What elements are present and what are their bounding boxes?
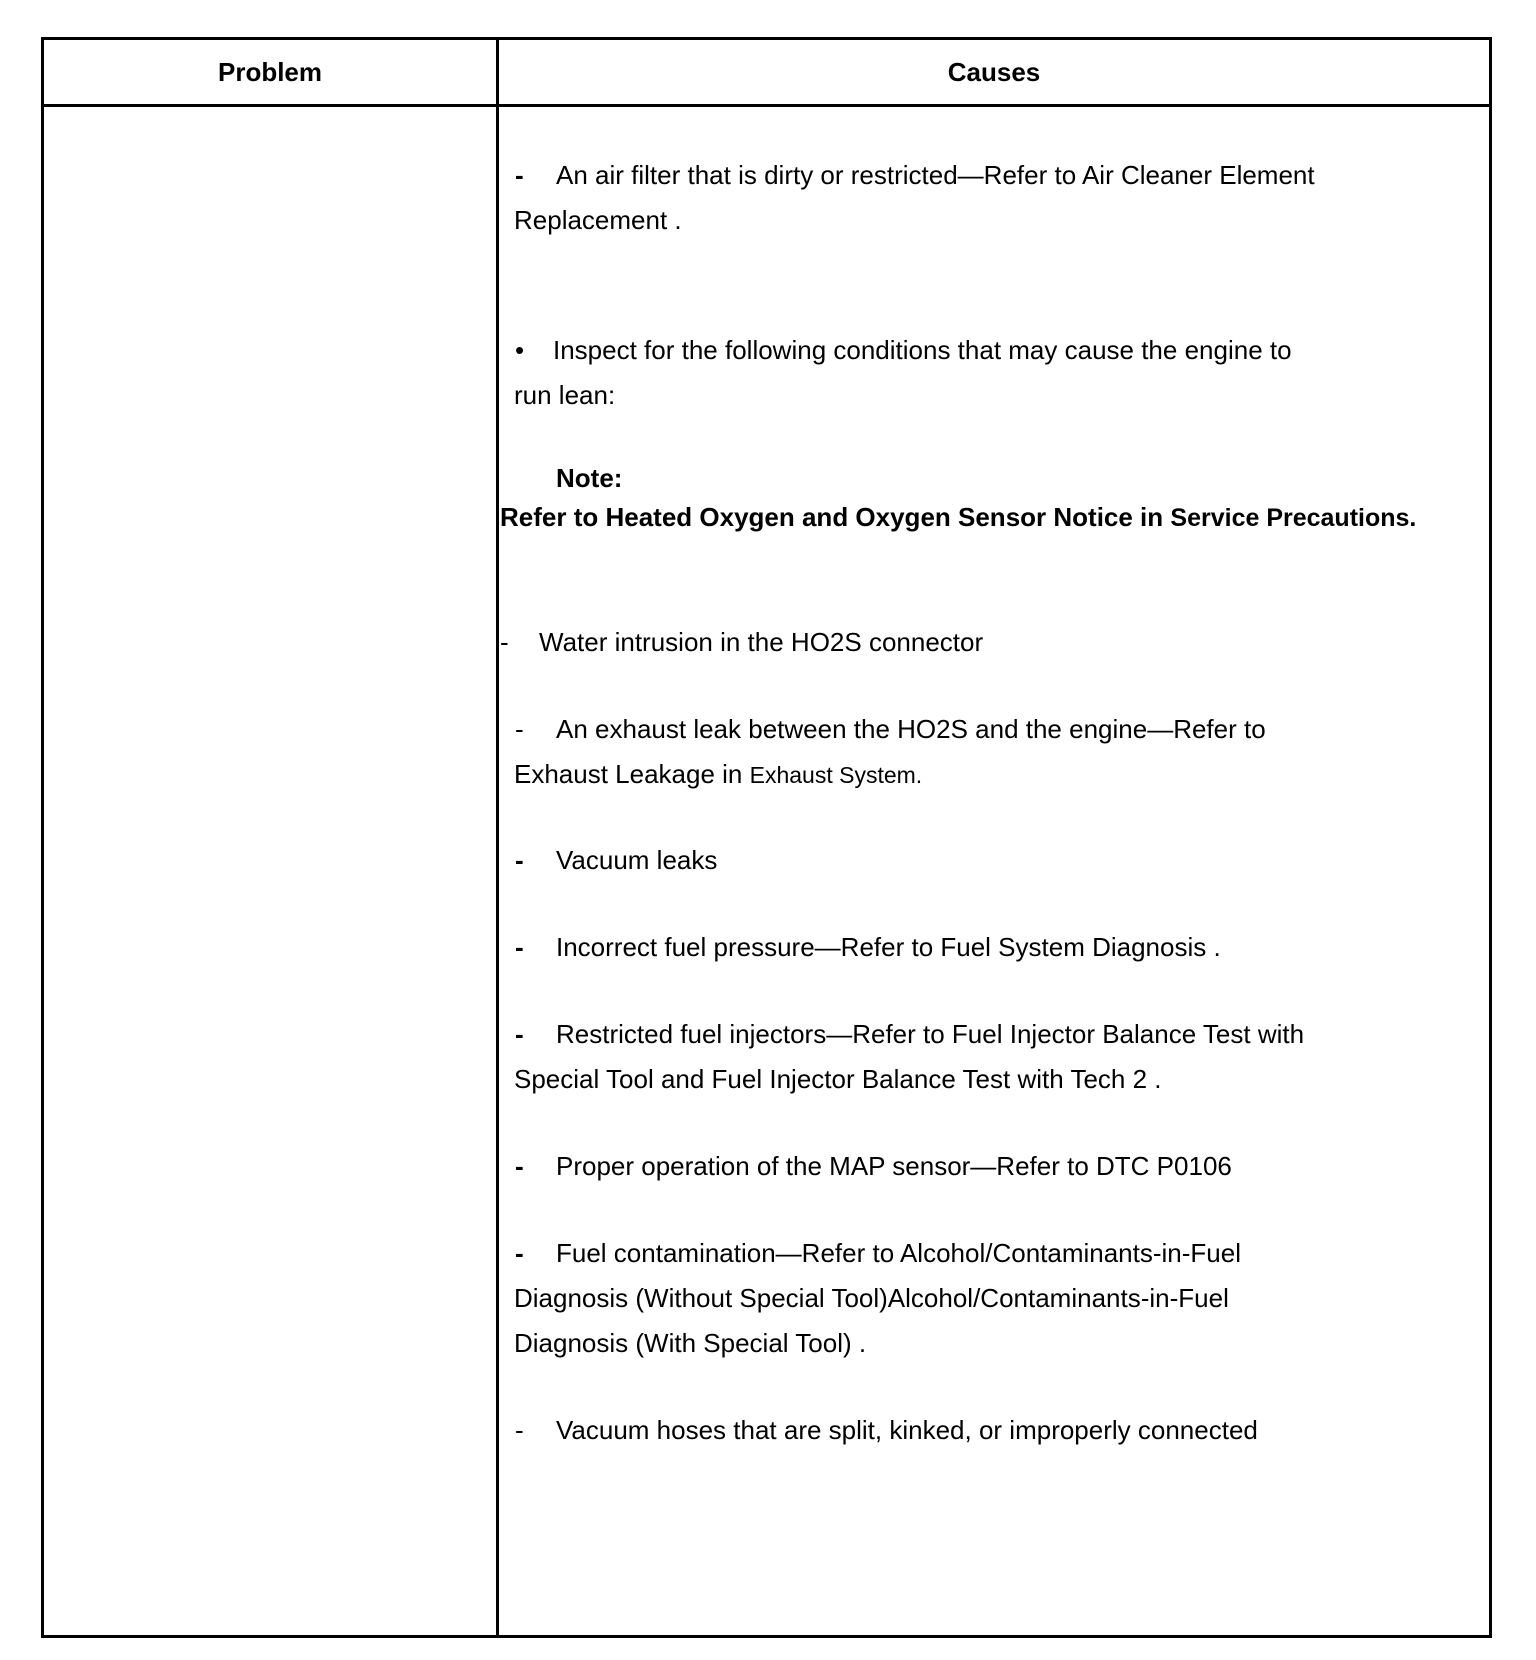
note-text-tail: Service Precautions. (1170, 504, 1417, 532)
cause-exhaust-line1: An exhaust leak between the HO2S and the engine—Refer to (556, 714, 1266, 744)
cause-air-filter-line1: An air filter that is dirty or restricted—Refer to Air Cleaner Element (556, 160, 1315, 190)
cause-vacuum-leaks: Vacuum leaks (556, 845, 718, 875)
list-marker: - (515, 714, 524, 744)
header-problem: Problem (217, 56, 323, 87)
list-marker: - (515, 1415, 524, 1445)
header-causes: Causes (947, 56, 1041, 87)
cause-exhaust-line2-main: Exhaust Leakage in (514, 759, 743, 789)
list-marker: - (515, 1151, 524, 1181)
column-divider (496, 37, 499, 1638)
cause-exhaust-line2-small: Exhaust System. (749, 762, 923, 788)
cause-contamination-line1: Fuel contamination—Refer to Alcohol/Contaminants-in-Fuel (556, 1238, 1242, 1268)
cause-map-sensor: Proper operation of the MAP sensor—Refer to DTC P0106 (556, 1151, 1232, 1181)
cause-inspect-line2: run lean: (514, 380, 616, 410)
cause-water: Water intrusion in the HO2S connector (539, 627, 984, 657)
cause-vacuum-hoses: Vacuum hoses that are split, kinked, or improperly connected (556, 1415, 1258, 1445)
note-text-main: Refer to Heated Oxygen and Oxygen Sensor Notice in (500, 502, 1164, 532)
list-marker: - (515, 160, 524, 190)
note-text (500, 502, 1416, 533)
cause-air-filter-line2: Replacement . (514, 205, 682, 235)
list-marker: - (515, 1238, 524, 1268)
list-marker: - (515, 845, 524, 875)
note-label: Note: (556, 463, 623, 493)
cause-contamination-line3: Diagnosis (With Special Tool) . (514, 1328, 867, 1358)
cause-injectors-line2: Special Tool and Fuel Injector Balance Test with Tech 2 . (514, 1064, 1162, 1094)
list-marker: - (515, 1019, 524, 1049)
cause-contamination-line2: Diagnosis (Without Special Tool)Alcohol/Contaminants-in-Fuel (514, 1283, 1229, 1313)
bullet-marker: • (515, 335, 525, 365)
cause-inspect-line1: Inspect for the following conditions that may cause the engine to (553, 335, 1292, 365)
problem-cell (44, 107, 496, 1635)
cause-injectors-line1: Restricted fuel injectors—Refer to Fuel Injector Balance Test with (556, 1019, 1305, 1049)
cause-exhaust-line2 (514, 759, 922, 790)
list-marker: - (515, 932, 524, 962)
list-marker: - (500, 627, 509, 657)
cause-fuel-pressure: Incorrect fuel pressure—Refer to Fuel System Diagnosis . (556, 932, 1221, 962)
